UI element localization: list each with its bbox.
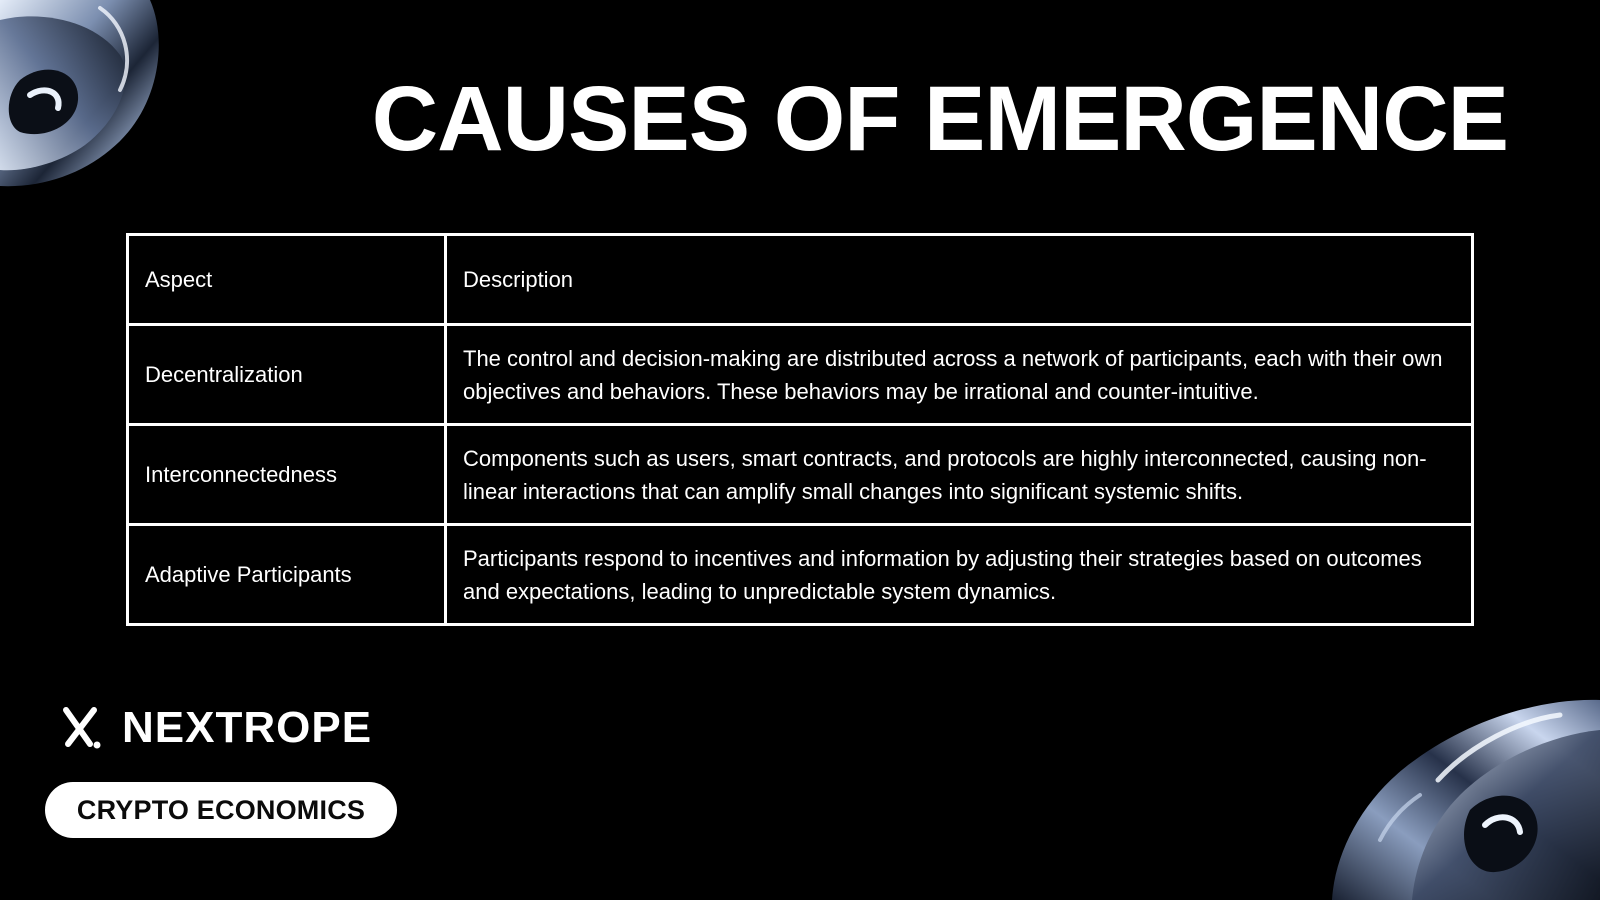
table-header-row <box>128 235 1473 325</box>
table-row <box>128 425 1473 525</box>
aspect-cell: Decentralization <box>128 325 446 425</box>
description-cell: The control and decision-making are distributed across a network of participants, each with their own objectives and behaviors. These behaviors may be irrational and counter-intuitive. <box>446 325 1473 425</box>
slide-title: CAUSES OF EMERGENCE <box>371 68 1508 170</box>
description-cell: Components such as users, smart contracts, and protocols are highly interconnected, causing non-linear interactions that can amplify small changes into significant systemic shifts. <box>446 425 1473 525</box>
causes-table-container <box>126 233 1474 626</box>
column-header-aspect: Aspect <box>128 235 446 325</box>
table-row <box>128 525 1473 625</box>
chrome-shape-top-left <box>0 0 170 190</box>
badge-label: CRYPTO ECONOMICS <box>76 794 366 825</box>
aspect-cell: Interconnectedness <box>128 425 446 525</box>
description-cell: Participants respond to incentives and information by adjusting their strategies based on outcomes and expectations, leading to unpredictable system dynamics. <box>446 525 1473 625</box>
x-mark-logo-icon <box>60 704 104 752</box>
brand-name: NEXTROPE <box>122 703 373 752</box>
column-header-description: Description <box>446 235 1473 325</box>
crypto-economics-badge <box>45 782 397 838</box>
brand-logo <box>60 704 372 752</box>
aspect-cell: Adaptive Participants <box>128 525 446 625</box>
chrome-shape-bottom-right <box>1320 690 1600 900</box>
table-row <box>128 325 1473 425</box>
causes-table <box>126 233 1474 626</box>
